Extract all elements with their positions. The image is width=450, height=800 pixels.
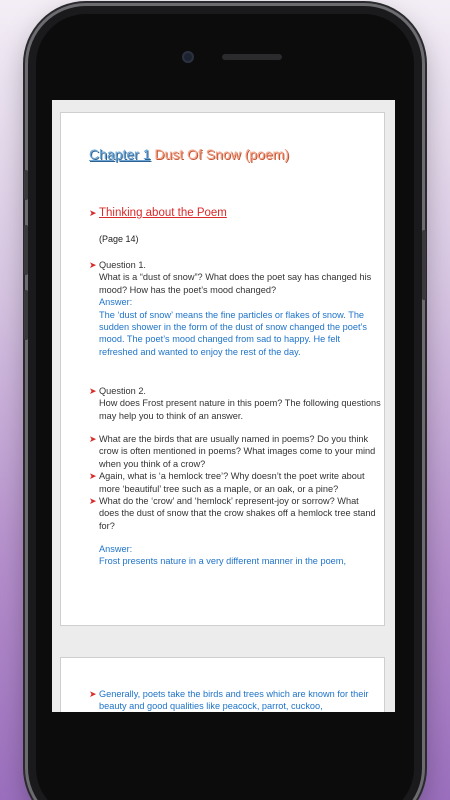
sub-question-text: What are the birds that are usually named in poems? Do you think crow is often mentioned in poems? What images come to your mind when you think of a crow? <box>99 434 376 469</box>
poem-title: Dust Of Snow (poem) <box>154 146 289 162</box>
section-heading <box>89 207 227 219</box>
arrow-bullet-icon: ➤ <box>89 471 97 482</box>
sub-question-list <box>89 433 381 532</box>
page-reference: (Page 14) <box>99 234 139 244</box>
next-page-paragraph <box>89 688 381 712</box>
volume-up-button <box>24 225 28 275</box>
document-page[interactable] <box>60 112 385 626</box>
arrow-bullet-icon: ➤ <box>89 434 97 444</box>
sub-question-text: What do the ‘crow’ and ‘hemlock’ represent-joy or sorrow? What does the dust of snow that the crow shakes off a hemlock tree stand for? <box>99 496 376 531</box>
question-1-text: What is a “dust of snow”? What does the poet say has changed his mood? How has the poet’s mood changed? <box>99 272 372 295</box>
answer-2-label: Answer: <box>99 544 133 554</box>
question-1-label: Question 1. <box>99 260 146 270</box>
arrow-bullet-icon: ➤ <box>89 208 97 218</box>
mute-switch <box>24 170 28 200</box>
question-2-text: How does Frost present nature in this poem? The following questions may help you to think of an answer. <box>99 398 381 421</box>
arrow-bullet-icon: ➤ <box>89 689 97 699</box>
answer-2-text: Frost presents nature in a very different manner in the poem, <box>99 556 346 567</box>
answer-1-label: Answer: <box>99 297 133 308</box>
list-item <box>89 495 381 532</box>
sub-question-text: Again, what is ‘a hemlock tree’? Why doesn’t the poet write about more ‘beautiful’ tree such as a maple, or an oak, or a pine? <box>99 471 365 494</box>
list-item <box>89 470 381 495</box>
answer-1-text: The ‘dust of snow’ means the fine particles or flakes of snow. The sudden shower in the form of the dust of snow changed the poet’s mood. The poet’s mood changed from sad to happy. He felt refreshed and wanted to enjoy the rest of the day. <box>99 309 367 357</box>
arrow-bullet-icon: ➤ <box>89 260 97 270</box>
chapter-link[interactable]: Chapter 1 <box>89 146 151 162</box>
next-document-page[interactable] <box>60 657 385 712</box>
earpiece-speaker <box>222 54 282 60</box>
list-item <box>89 433 381 470</box>
front-camera-icon <box>182 51 194 63</box>
arrow-bullet-icon: ➤ <box>89 496 97 507</box>
page-title <box>89 146 289 162</box>
arrow-bullet-icon: ➤ <box>89 386 97 396</box>
question-2 <box>89 385 381 422</box>
section-heading-text: Thinking about the Poem <box>99 207 227 219</box>
question-1 <box>89 259 381 358</box>
next-page-text: Generally, poets take the birds and trees which are known for their beauty and good qualities like peacock, parrot, cuckoo, <box>99 689 369 712</box>
answer-2 <box>89 543 381 568</box>
power-button <box>422 230 426 300</box>
volume-down-button <box>24 290 28 340</box>
app-screen[interactable] <box>52 100 395 712</box>
question-2-label: Question 2. <box>99 386 146 396</box>
